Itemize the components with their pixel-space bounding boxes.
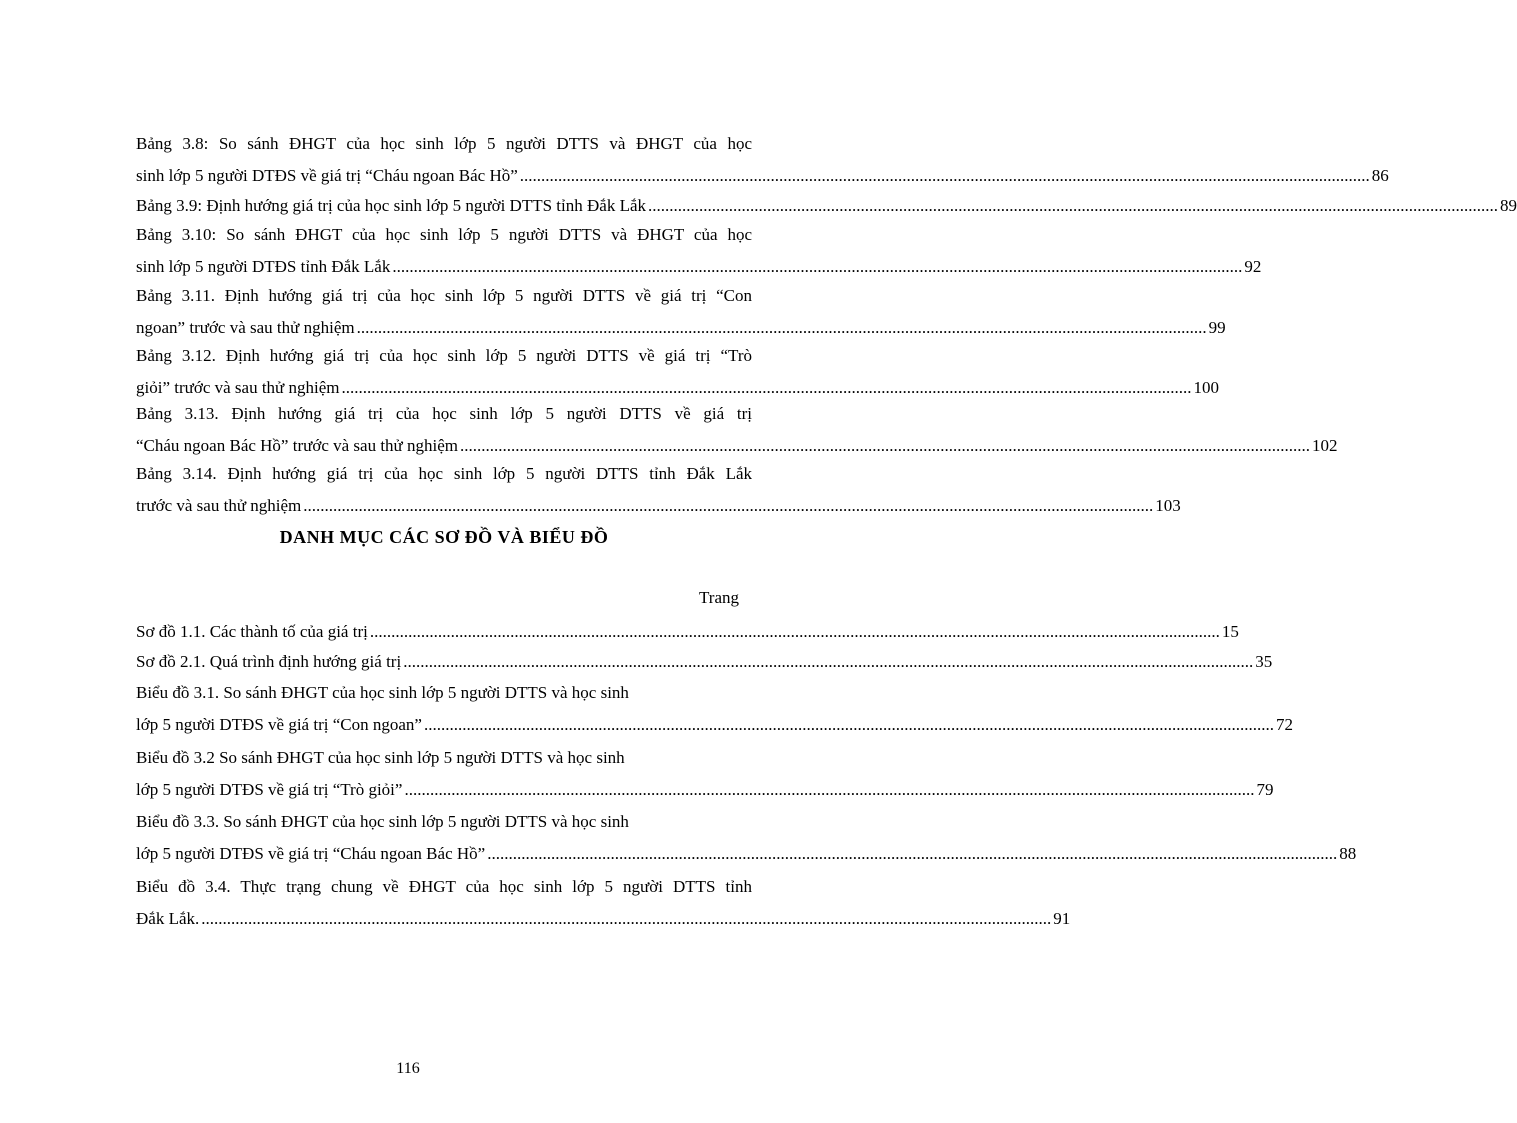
toc-entry-text: giỏi” trước và sau thử nghiệm xyxy=(136,378,340,397)
toc-page-number: 102 xyxy=(1312,436,1338,455)
toc-page-number: 91 xyxy=(1053,909,1071,928)
toc-entry-table-3-10[interactable] xyxy=(136,219,1262,283)
toc-entry-text: Biểu đồ 3.2 So sánh ĐHGT của học sinh lớp 5 người DTTS và học sinh xyxy=(136,748,625,767)
toc-entry-text: sinh lớp 5 người DTĐS tỉnh Đắk Lắk xyxy=(136,257,391,276)
toc-page-number: 100 xyxy=(1193,378,1220,397)
toc-page-number: 86 xyxy=(1371,166,1389,185)
dot-leader: ........................................................................................................................................................................................................ xyxy=(487,844,1338,863)
toc-entry-text: Bảng 3.11. Định hướng giá trị của học sinh lớp 5 người DTTS về giá trị “Con xyxy=(136,286,752,305)
toc-entry-text: Bảng 3.8: So sánh ĐHGT của học sinh lớp 5 người DTTS và ĐHGT của học xyxy=(136,134,752,153)
toc-page-number: 88 xyxy=(1339,844,1357,863)
toc-entry-text: Đắk Lắk. xyxy=(136,909,200,928)
toc-entry-text: ngoan” trước và sau thử nghiệm xyxy=(136,318,355,337)
toc-entry-text: lớp 5 người DTĐS về giá trị “Con ngoan” xyxy=(136,715,422,734)
toc-entry-text: Bảng 3.14. Định hướng giá trị của học sinh lớp 5 người DTTS tỉnh Đắk Lắk xyxy=(136,464,752,483)
toc-entry-text: Sơ đồ 2.1. Quá trình định hướng giá trị xyxy=(136,652,402,671)
dot-leader: ........................................................................................................................................................................................................ xyxy=(341,378,1192,397)
toc-page-number: 92 xyxy=(1244,257,1262,276)
toc-entry-figure-2-1[interactable] xyxy=(136,646,1273,678)
toc-entry-leader-line xyxy=(136,616,1239,648)
toc-entry-table-3-14[interactable] xyxy=(136,458,1181,522)
dot-leader: ........................................................................................................................................................................................................ xyxy=(423,715,1274,734)
toc-entry-figure-1-1[interactable] xyxy=(136,616,1239,648)
toc-page-number: 79 xyxy=(1256,780,1274,799)
toc-entry-text: Sơ đồ 1.1. Các thành tố của giá trị xyxy=(136,622,368,641)
toc-entry-text: sinh lớp 5 người DTĐS về giá trị “Cháu ngoan Bác Hồ” xyxy=(136,166,518,185)
toc-page-number: 103 xyxy=(1155,496,1181,515)
dot-leader: ........................................................................................................................................................................................................ xyxy=(356,318,1207,337)
toc-entry-text: Bảng 3.9: Định hướng giá trị của học sinh lớp 5 người DTTS tỉnh Đắk Lắk xyxy=(136,196,646,215)
toc-entry-table-3-12[interactable] xyxy=(136,340,1220,404)
toc-entry-text: Bảng 3.12. Định hướng giá trị của học sinh lớp 5 người DTTS về giá trị “Trò xyxy=(136,346,752,365)
toc-entry-text: Biểu đồ 3.4. Thực trạng chung về ĐHGT của học sinh lớp 5 người DTTS tỉnh xyxy=(136,877,752,896)
dot-leader: ........................................................................................................................................................................................................ xyxy=(369,622,1220,641)
dot-leader: ........................................................................................................................................................................................................ xyxy=(201,909,1052,928)
toc-entry-text: lớp 5 người DTĐS về giá trị “Trò giỏi” xyxy=(136,780,403,799)
page-number: 116 xyxy=(396,1060,420,1077)
page-column-label: Trang xyxy=(699,588,739,607)
toc-entry-table-3-13[interactable] xyxy=(136,398,1338,462)
toc-entry-chart-3-4[interactable] xyxy=(136,871,1071,935)
toc-entry-leader-line xyxy=(136,774,1274,806)
toc-entry-text: lớp 5 người DTĐS về giá trị “Cháu ngoan Bác Hồ” xyxy=(136,844,486,863)
toc-entry-leader-line xyxy=(136,903,1071,935)
toc-entry-text: “Cháu ngoan Bác Hồ” trước và sau thử nghiệm xyxy=(136,436,458,455)
toc-entry-leader-line xyxy=(136,838,1357,870)
toc-entry-table-3-8[interactable] xyxy=(136,128,1389,192)
dot-leader: ........................................................................................................................................................................................................ xyxy=(403,652,1254,671)
toc-entry-text: trước và sau thử nghiệm xyxy=(136,496,302,515)
toc-page-number: 35 xyxy=(1255,652,1273,671)
section-heading: DANH MỤC CÁC SƠ ĐỒ VÀ BIỂU ĐỒ xyxy=(279,527,609,547)
dot-leader: ........................................................................................................................................................................................................ xyxy=(392,257,1243,276)
toc-entry-chart-3-3[interactable] xyxy=(136,806,1357,870)
toc-page-number: 89 xyxy=(1500,196,1517,215)
toc-entry-text: Biểu đồ 3.1. So sánh ĐHGT của học sinh lớp 5 người DTTS và học sinh xyxy=(136,683,629,702)
toc-entry-leader-line xyxy=(136,251,1262,283)
toc-entry-text: Bảng 3.13. Định hướng giá trị của học sinh lớp 5 người DTTS về giá trị xyxy=(136,404,752,423)
dot-leader: ........................................................................................................................................................................................................ xyxy=(519,166,1370,185)
toc-entry-text: Biểu đồ 3.3. So sánh ĐHGT của học sinh lớp 5 người DTTS và học sinh xyxy=(136,812,629,831)
dot-leader: ........................................................................................................................................................................................................ xyxy=(460,436,1310,455)
toc-entry-table-3-9[interactable] xyxy=(136,190,1517,222)
toc-entry-leader-line xyxy=(136,709,1293,741)
toc-entry-table-3-11[interactable] xyxy=(136,280,1226,344)
dot-leader: ........................................................................................................................................................................................................ xyxy=(648,196,1498,215)
toc-page-number: 99 xyxy=(1208,318,1226,337)
toc-entry-leader-line xyxy=(136,646,1273,678)
toc-entry-leader-line xyxy=(136,490,1181,522)
toc-entry-text: Bảng 3.10: So sánh ĐHGT của học sinh lớp 5 người DTTS và ĐHGT của học xyxy=(136,225,752,244)
toc-page-number: 15 xyxy=(1221,622,1239,641)
toc-entry-leader-line xyxy=(136,190,1517,222)
toc-page-number: 72 xyxy=(1275,715,1293,734)
dot-leader: ........................................................................................................................................................................................................ xyxy=(303,496,1154,515)
toc-entry-leader-line xyxy=(136,160,1389,192)
toc-entry-chart-3-2[interactable] xyxy=(136,742,1274,806)
toc-entry-chart-3-1[interactable] xyxy=(136,677,1293,741)
dot-leader: ........................................................................................................................................................................................................ xyxy=(404,780,1255,799)
